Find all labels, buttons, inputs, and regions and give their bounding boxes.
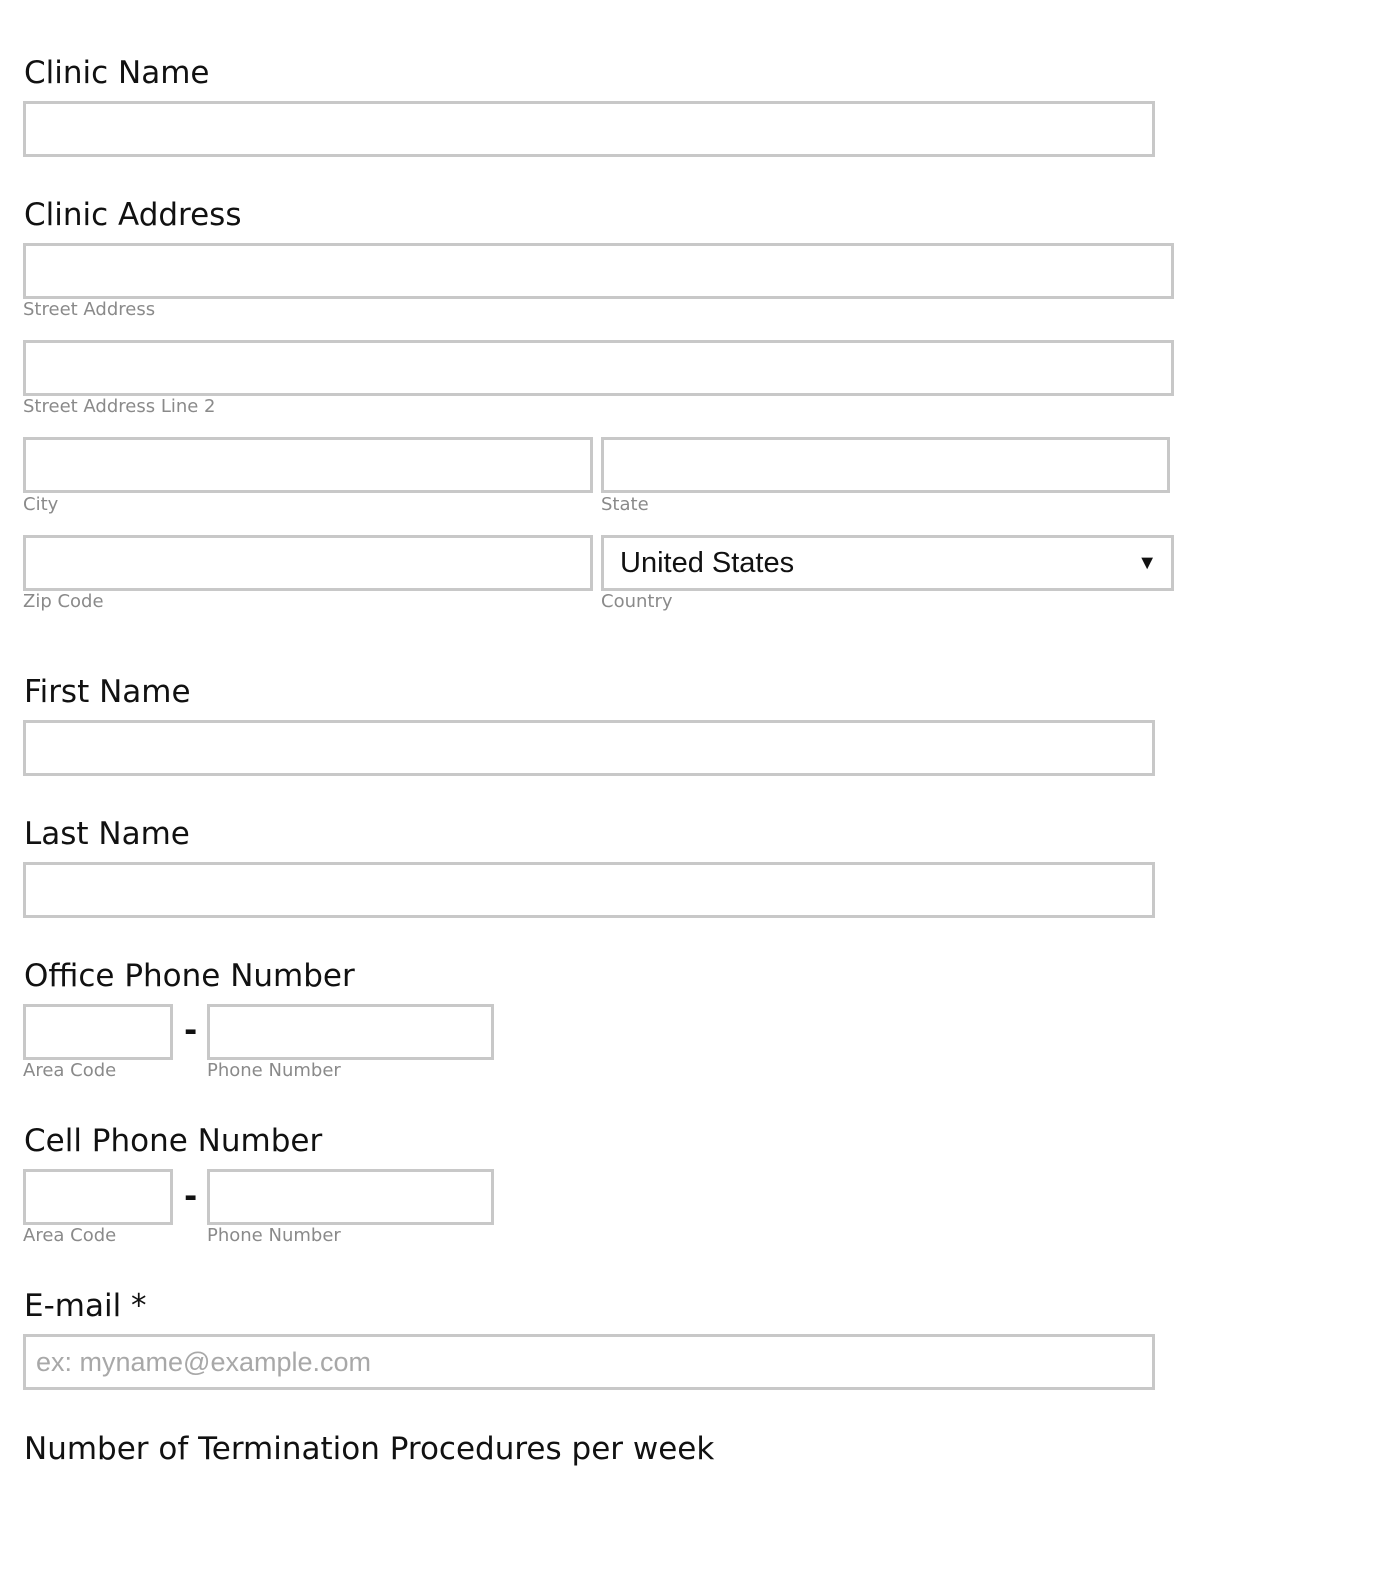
city-input[interactable] — [23, 437, 593, 493]
street-address-line2-sublabel: Street Address Line 2 — [23, 396, 216, 417]
city-sublabel: City — [23, 494, 59, 515]
country-sublabel: Country — [601, 591, 673, 612]
country-selected-value: United States — [620, 546, 795, 579]
cell-phone-label: Cell Phone Number — [24, 1123, 323, 1159]
clinic-name-input[interactable] — [23, 101, 1155, 157]
last-name-input[interactable] — [23, 862, 1155, 918]
country-select[interactable] — [601, 535, 1174, 591]
chevron-down-icon: ▼ — [1137, 551, 1157, 574]
zip-code-sublabel: Zip Code — [23, 591, 104, 612]
clinic-name-label: Clinic Name — [24, 55, 210, 91]
cell-phone-number-sublabel: Phone Number — [207, 1225, 341, 1246]
first-name-input[interactable] — [23, 720, 1155, 776]
office-area-code-input[interactable] — [23, 1004, 173, 1060]
last-name-label: Last Name — [24, 816, 190, 852]
street-address-sublabel: Street Address — [23, 299, 156, 320]
email-input[interactable] — [23, 1334, 1155, 1390]
email-label: E-mail * — [24, 1288, 147, 1324]
cell-phone-number-input[interactable] — [207, 1169, 494, 1225]
zip-code-input[interactable] — [23, 535, 593, 591]
cell-area-code-input[interactable] — [23, 1169, 173, 1225]
office-phone-label: Office Phone Number — [24, 958, 355, 994]
street-address-line2-input[interactable] — [23, 340, 1174, 396]
cell-area-code-sublabel: Area Code — [23, 1225, 117, 1246]
office-phone-number-input[interactable] — [207, 1004, 494, 1060]
termination-procedures-label: Number of Termination Procedures per week — [24, 1431, 715, 1467]
state-sublabel: State — [601, 494, 649, 515]
street-address-input[interactable] — [23, 243, 1174, 299]
office-phone-separator: - — [184, 1011, 198, 1049]
office-phone-number-sublabel: Phone Number — [207, 1060, 341, 1081]
cell-phone-separator: - — [184, 1177, 198, 1215]
state-input[interactable] — [601, 437, 1170, 493]
first-name-label: First Name — [24, 674, 191, 710]
office-area-code-sublabel: Area Code — [23, 1060, 117, 1081]
clinic-address-label: Clinic Address — [24, 197, 242, 233]
